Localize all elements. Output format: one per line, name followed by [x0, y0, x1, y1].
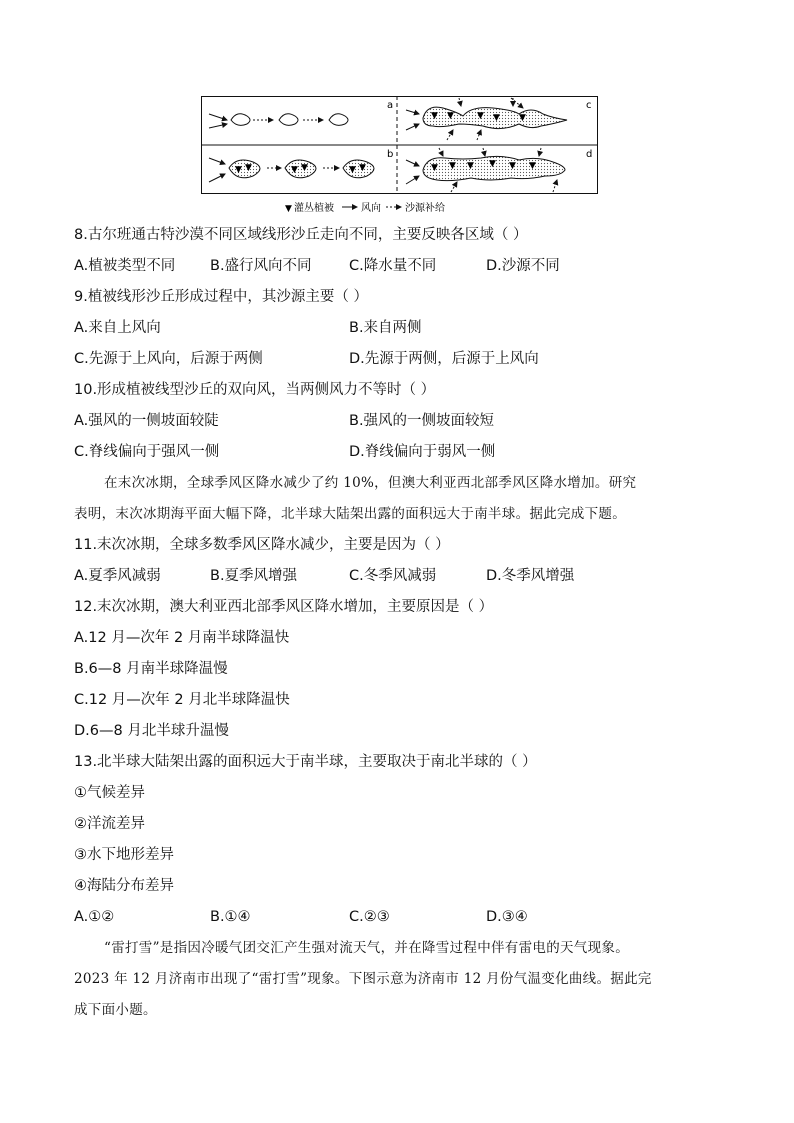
panel-label-b: b: [387, 149, 394, 160]
q13-item-2: ②洋流差异: [74, 816, 145, 832]
q10-stem: 10.形成植被线型沙丘的双向风，当两侧风力不等时（ ）: [74, 382, 436, 398]
q13-option-c: C.②③: [349, 909, 390, 925]
svg-text:▼: ▼: [235, 165, 242, 175]
legend-shrub-label: 灌丛植被: [294, 203, 334, 214]
q9-option-c: C.先源于上风向，后源于两侧: [74, 351, 263, 367]
panel-b-dunes: [209, 158, 374, 182]
q13-stem: 13.北半球大陆架出露的面积远大于南半球，主要取决于南北半球的（ ）: [74, 754, 537, 770]
panel-label-a: a: [387, 100, 394, 111]
q9-option-b: B.来自两侧: [349, 320, 422, 336]
svg-text:▼: ▼: [477, 111, 484, 121]
svg-text:▼: ▼: [529, 161, 536, 171]
legend-sand-label: 沙源补给: [405, 203, 445, 214]
q11-option-b: B.夏季风增强: [210, 568, 298, 584]
q11-option-d: D.冬季风增强: [486, 568, 575, 584]
q8-option-a: A.植被类型不同: [74, 258, 176, 274]
q12-option-a: A.12 月—次年 2 月南半球降温快: [74, 630, 290, 646]
q12-option-c: C.12 月—次年 2 月北半球降温快: [74, 692, 290, 708]
q12-stem: 12.末次冰期，澳大利亚西北部季风区降水增加，主要原因是（ ）: [74, 599, 494, 615]
panel-c-dunes: [406, 98, 567, 140]
q13-option-b: B.①④: [210, 909, 251, 925]
svg-text:▼: ▼: [301, 163, 308, 173]
panel-a-dunes: [209, 114, 348, 128]
svg-text:▼: ▼: [359, 163, 366, 173]
passage2-line1: “雷打雪”是指因冷暖气团交汇产生强对流天气，并在降雪过程中伴有雷电的天气现象。: [104, 940, 630, 956]
q13-item-3: ③水下地形差异: [74, 847, 174, 863]
q9-stem: 9.植被线形沙丘形成过程中，其沙源主要（ ）: [74, 289, 368, 305]
q8-stem: 8.古尔班通古特沙漠不同区域线形沙丘走向不同，主要反映各区域（ ）: [74, 227, 528, 243]
q13-item-4: ④海陆分布差异: [74, 878, 174, 894]
q8-option-d: D.沙源不同: [486, 258, 560, 274]
passage1-line2: 表明，末次冰期海平面大幅下降，北半球大陆架出露的面积远大于南半球。据此完成下题。: [74, 506, 626, 522]
q9-option-a: A.来自上风向: [74, 320, 161, 336]
panel-d-dunes: [406, 148, 565, 192]
panel-label-d: d: [586, 149, 593, 160]
svg-text:▼: ▼: [431, 111, 438, 121]
svg-text:▼: ▼: [285, 204, 292, 214]
svg-text:▼: ▼: [509, 161, 516, 171]
dune-diagram: [201, 96, 598, 220]
svg-text:▼: ▼: [489, 159, 496, 169]
passage2-line2: 2023 年 12 月济南市出现了“雷打雪”现象。下图示意为济南市 12 月份气温变化曲线。据此完: [74, 971, 652, 987]
panel-label-c: c: [586, 100, 592, 111]
svg-text:▼: ▼: [447, 111, 454, 121]
q10-option-c: C.脊线偏向于强风一侧: [74, 444, 220, 460]
q12-option-b: B.6—8 月南半球降温慢: [74, 661, 228, 677]
svg-text:▼: ▼: [519, 113, 526, 123]
figure-legend: [285, 201, 445, 214]
passage2-line3: 成下面小题。: [74, 1002, 157, 1018]
q9-option-d: D.先源于两侧，后源于上风向: [349, 351, 539, 367]
svg-text:▼: ▼: [431, 163, 438, 173]
passage1-line1: 在末次冰期，全球季风区降水减少了约 10%，但澳大利亚西北部季风区降水增加。研究: [104, 475, 637, 491]
dune-diagram-svg: [201, 96, 598, 220]
q13-item-1: ①气候差异: [74, 785, 145, 801]
q11-option-a: A.夏季风减弱: [74, 568, 161, 584]
q11-option-c: C.冬季风减弱: [349, 568, 437, 584]
q13-option-d: D.③④: [486, 909, 528, 925]
svg-text:▼: ▼: [467, 161, 474, 171]
q10-option-b: B.强风的一侧坡面较短: [349, 413, 495, 429]
q12-option-d: D.6—8 月北半球升温慢: [74, 723, 229, 739]
q10-option-d: D.脊线偏向于弱风一侧: [349, 444, 496, 460]
legend-wind-label: 风向: [361, 203, 381, 214]
svg-text:▼: ▼: [349, 165, 356, 175]
svg-text:▼: ▼: [245, 163, 252, 173]
q10-option-a: A.强风的一侧坡面较陡: [74, 413, 219, 429]
svg-text:▼: ▼: [449, 161, 456, 171]
svg-text:▼: ▼: [493, 113, 500, 123]
q11-stem: 11.末次冰期，全球多数季风区降水减少，主要是因为（ ）: [74, 537, 450, 553]
svg-text:▼: ▼: [291, 165, 298, 175]
q8-option-b: B.盛行风向不同: [210, 258, 312, 274]
q8-option-c: C.降水量不同: [349, 258, 437, 274]
q13-option-a: A.①②: [74, 909, 115, 925]
